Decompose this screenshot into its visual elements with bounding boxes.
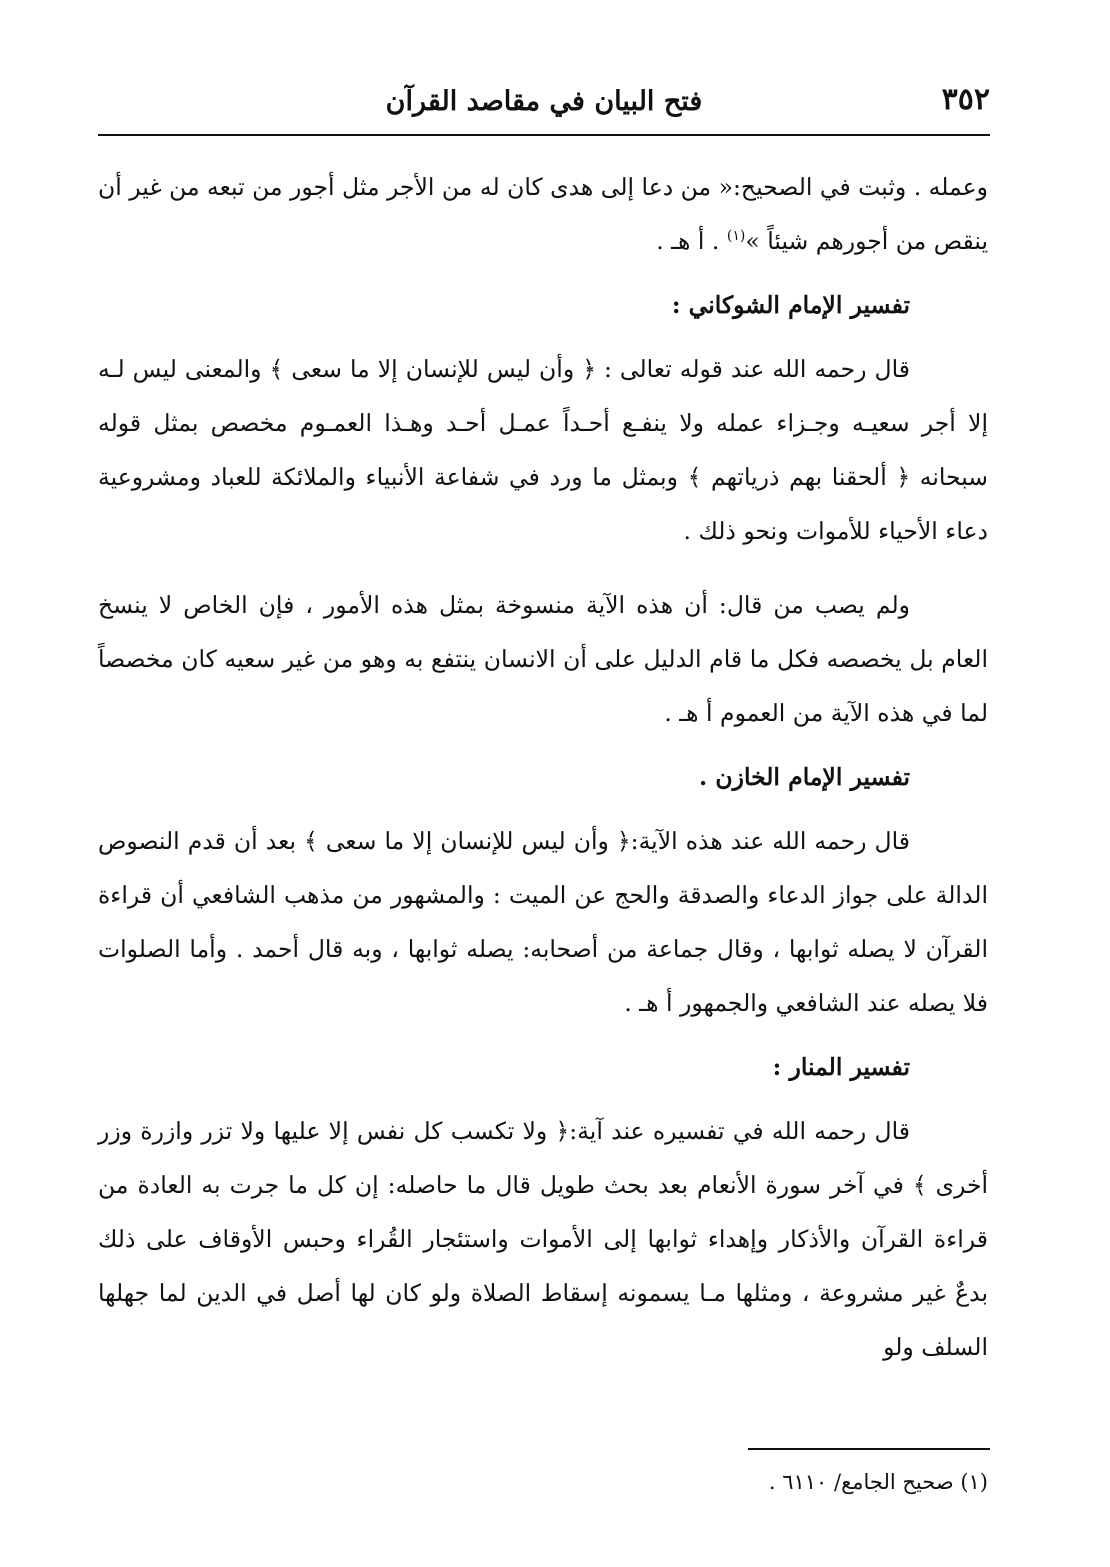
paragraph-4: قال رحمه الله عند هذه الآية:﴿ وأن ليس للإنسان إلا ما سعى ﴾ بعد أن قدم النصوص الدالة على جواز الدعاء والصدقة والحج عن الميت : والمشهور من مذهب الشافعي أن قراءة القرآن لا يصله ثوابها ، وقال جماعة من أصحابه: يصله ثوابها ، وبه قال أحمد . وأما الصلوات فلا يصله عند الشافعي والجمهور أ هـ . (98, 827, 988, 1017)
paragraph-3: ولم يصب من قال: أن هذه الآية منسوخة بمثل هذه الأمور ، فإن الخاص لا ينسخ العام بل يخصصه فكل ما قام الدليل على أن الانسان ينتفع به وهو من غير سعيه كان مخصصاً لما في هذه الآية من العموم أ هـ . (98, 591, 988, 727)
page-header (98, 78, 990, 130)
paragraph-1-end: . أ هـ . (656, 227, 720, 255)
paragraph-1-text: وعمله . وثبت في الصحيح:« من دعا إلى هدى كان له من الأجر مثل أجور من تبعه من غير أن ينقص من أجورهم شيئاً » (98, 173, 988, 255)
heading-shawkani: تفسير الإمام الشوكاني : (671, 291, 910, 319)
paragraph-1 (98, 160, 988, 268)
header-rule (98, 134, 990, 136)
page-number: ٣٥٢ (941, 82, 990, 117)
body-text (98, 160, 988, 1374)
running-title: فتح البيان في مقاصد القرآن (385, 86, 703, 117)
heading-khazin: تفسير الإمام الخازن . (698, 763, 910, 791)
footnote-rule (748, 1448, 990, 1450)
paragraph-2: قال رحمه الله عند قوله تعالى : ﴿ وأن ليس للإنسان إلا ما سعى ﴾ والمعنى ليس لـه إلا أجر سعيـه وجـزاء عمله ولا ينفـع أحـداً عمـل أحـد وهـذا العمـوم مخصص بمثل قوله سبحانه ﴿ ألحقنا بهم ذرياتهم ﴾ وبمثل ما ورد في شفاعة الأنبياء والملائكة للعباد ومشروعية دعاء الأحياء للأموات ونحو ذلك . (98, 355, 988, 545)
footnote-marker: (١) (726, 228, 746, 245)
paragraph-5: قال رحمه الله في تفسيره عند آية:﴿ ولا تكسب كل نفس إلا عليها ولا تزر وازرة وزر أخرى ﴾ في آخر سورة الأنعام بعد بحث طويل قال ما حاصله: إن كل ما جرت به العادة من قراءة القرآن والأذكار وإهداء ثوابها إلى الأموات واستئجار القُراء وحبس الأوقاف على ذلك بدعٌ غير مشروعة ، ومثلها مـا يسمونه إسقاط الصلاة ولو كان لها أصل في الدين لما جهلها السلف ولو (98, 1117, 988, 1361)
heading-manar: تفسير المنار : (772, 1053, 910, 1081)
footnote: (١) صحيح الجامع/ ٦١١٠ . (768, 1470, 988, 1494)
